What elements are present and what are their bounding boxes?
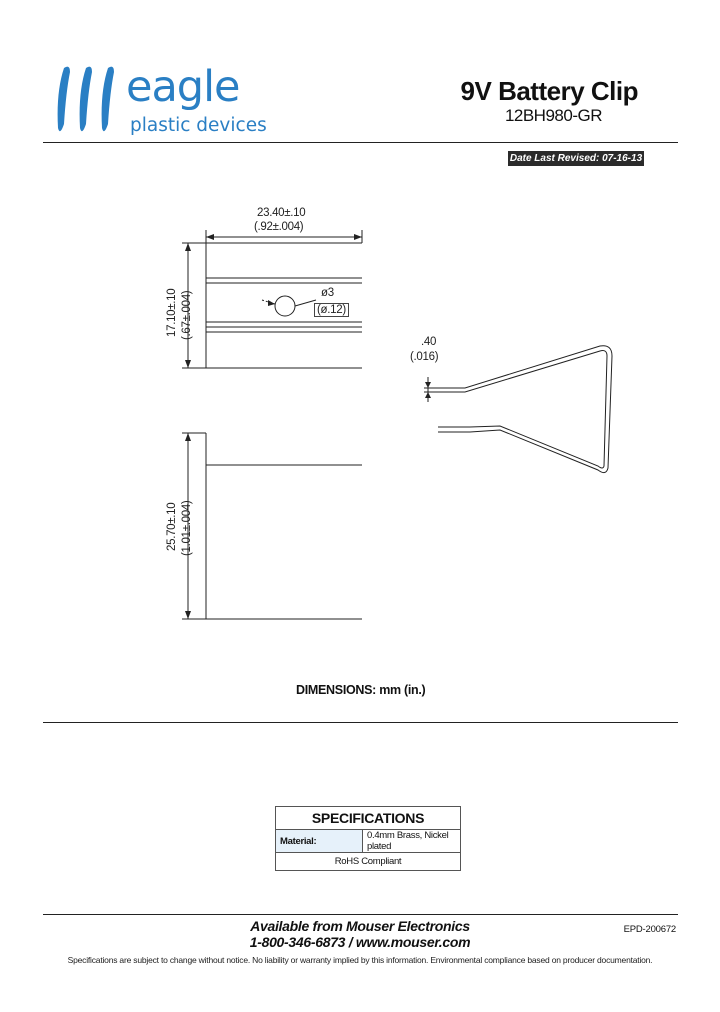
side-height-in-label: (1.01±.004)	[181, 500, 193, 556]
contact-line[interactable]: 1-800-346-6873 / www.mouser.com	[249, 934, 471, 950]
wire-mm-label: .40	[421, 336, 437, 348]
top-height-in-label: (.67±.004)	[181, 290, 193, 340]
specifications-table	[275, 806, 461, 871]
part-number: 12BH980-GR	[504, 106, 602, 125]
hole-in-label: (ø.12)	[314, 303, 349, 317]
logo-tagline: plastic devices	[130, 115, 267, 136]
document-code: EPD-200672	[623, 924, 676, 935]
hole-mm-label: ø3	[321, 287, 334, 299]
top-height-mm-label: 17.10±.10	[166, 288, 178, 337]
material-label: Material:	[276, 830, 363, 853]
footer-divider	[43, 914, 678, 915]
mid-divider	[43, 722, 678, 723]
disclaimer-text: Specifications are subject to change without notice. No liability or warranty implied by this information. Environmental compliance based on producer documentation.	[67, 955, 653, 965]
units-note: DIMENSIONS: mm (in.)	[296, 683, 426, 697]
spec-heading: SPECIFICATIONS	[276, 807, 461, 830]
material-value: 0.4mm Brass, Nickel plated	[363, 830, 461, 853]
wire-in-label: (.016)	[410, 351, 439, 363]
logo-wordmark: eagle	[126, 62, 240, 112]
page-title: 9V Battery Clip	[460, 76, 638, 106]
top-width-mm-label: 23.40±.10	[257, 207, 306, 219]
revision-date-badge: Date Last Revised: 07-16-13	[509, 153, 643, 164]
compliance-cell: RoHS Compliant	[276, 853, 461, 871]
top-width-in-label: (.92±.004)	[254, 221, 304, 233]
availability-line: Available from Mouser Electronics	[250, 918, 470, 934]
side-height-mm-label: 25.70±.10	[166, 502, 178, 551]
